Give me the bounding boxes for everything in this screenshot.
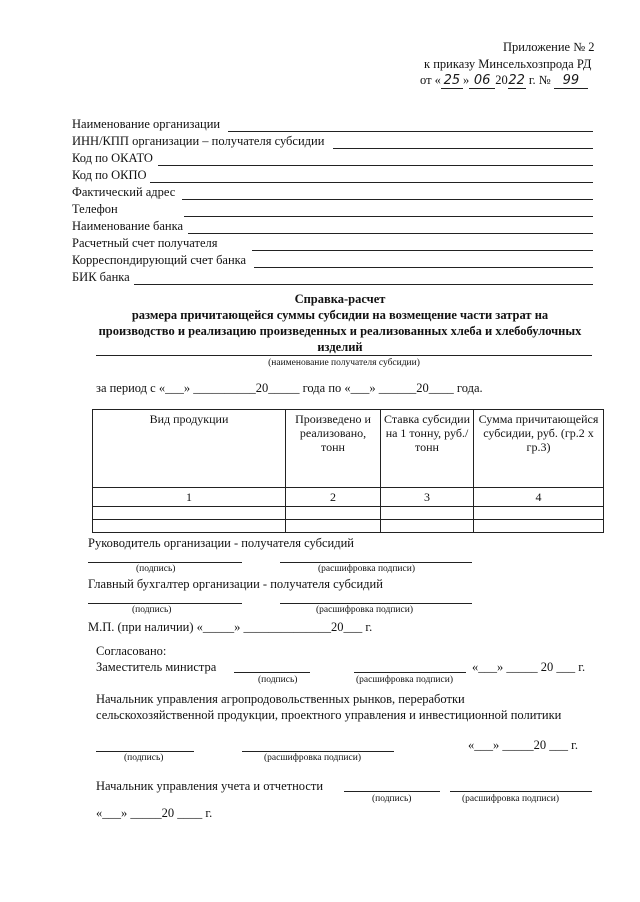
annex-date-line — [420, 73, 588, 89]
org-field-address: Фактический адрес — [72, 185, 176, 199]
recipient-line — [96, 355, 592, 356]
dept-sign-line — [96, 751, 194, 752]
org-field-account-line — [252, 250, 593, 251]
accounting-head-label: Начальник управления учета и отчетности — [96, 779, 324, 793]
org-field-name: Наименование организации — [72, 117, 221, 131]
period-line: за период с «___» __________20_____ года по «___» ______20____ года. — [96, 381, 483, 395]
org-field-account: Расчетный счет получателя — [72, 236, 218, 250]
handwritten-year: 22 — [508, 73, 525, 88]
doc-title-line4: изделий — [317, 340, 363, 354]
org-field-corr-account: Корреспондирующий счет банка — [72, 253, 247, 267]
date-mid: » — [462, 73, 470, 87]
org-field-phone: Телефон — [72, 202, 118, 216]
col-header-produced: Произведено и реализовано, тонн — [286, 410, 381, 488]
org-field-corr-account-line — [254, 267, 593, 268]
accounting-decode-caption: (расшифровка подписи) — [462, 794, 559, 804]
org-field-bik: БИК банка — [72, 270, 130, 284]
stamp-date-line: М.П. (при наличии) «_____» ______________20___ г. — [88, 620, 373, 634]
accounting-decode-line — [450, 791, 592, 792]
table-cell — [93, 520, 286, 533]
table-cell — [286, 507, 381, 520]
table-cell — [286, 520, 381, 533]
accountant-decode-line — [280, 603, 472, 604]
annex-order: к приказу Минсельхозпрода РД — [424, 57, 592, 71]
col-number: 3 — [381, 488, 474, 507]
col-number: 4 — [474, 488, 604, 507]
dept-head-line2: сельскохозяйственной продукции, проектного управления и инвестиционной политики — [96, 708, 562, 722]
table-row — [93, 520, 604, 533]
org-field-okpo-line — [150, 182, 593, 183]
org-field-bank: Наименование банка — [72, 219, 184, 233]
doc-title-line3: производство и реализацию произведенных и реализованных хлеба и хлебобулочных — [98, 324, 582, 338]
head-signature-label: Руководитель организации - получателя субсидий — [88, 536, 354, 550]
annex-title: Приложение № 2 — [503, 40, 595, 54]
chief-accountant-label: Главный бухгалтер организации - получателя субсидий — [88, 577, 383, 591]
deputy-minister-label: Заместитель министра — [96, 660, 217, 674]
col-header-sum: Сумма причитающейся субсидии, руб. (гр.2 х гр.3) — [474, 410, 604, 488]
head-sign-caption: (подпись) — [136, 564, 176, 574]
recipient-caption: (наименование получателя субсидии) — [268, 358, 420, 368]
org-field-inn-line — [333, 148, 593, 149]
accounting-sign-caption: (подпись) — [372, 794, 412, 804]
accountant-sign-line — [88, 603, 242, 604]
org-field-okato: Код по ОКАТО — [72, 151, 153, 165]
doc-title-line2: размера причитающейся суммы субсидии на возмещение части затрат на — [131, 308, 549, 322]
org-field-phone-line — [184, 216, 593, 217]
table-row — [93, 507, 604, 520]
dept-date-line: «___» _____20 ___ г. — [468, 738, 578, 752]
table-cell — [381, 507, 474, 520]
org-field-bik-line — [134, 284, 593, 285]
order-number-label: г. № — [528, 73, 551, 87]
table-cell — [474, 507, 604, 520]
doc-title-line1: Справка-расчет — [294, 292, 386, 306]
dept-decode-caption: (расшифровка подписи) — [264, 753, 361, 763]
handwritten-number: 99 — [554, 73, 588, 89]
agreed-label: Согласовано: — [96, 644, 167, 658]
col-header-product: Вид продукции — [93, 410, 286, 488]
col-number: 1 — [93, 488, 286, 507]
table-cell — [93, 507, 286, 520]
head-sign-line — [88, 562, 242, 563]
subsidy-table — [92, 409, 604, 533]
dept-sign-caption: (подпись) — [124, 753, 164, 763]
col-number: 2 — [286, 488, 381, 507]
head-decode-line — [280, 562, 472, 563]
col-header-rate: Ставка субсидии на 1 тонну, руб./тонн — [381, 410, 474, 488]
deputy-sign-line — [234, 672, 310, 673]
table-header-row — [93, 410, 604, 488]
org-field-name-line — [228, 131, 593, 132]
dept-head-line1: Начальник управления агропродовольственных рынков, переработки — [96, 692, 465, 706]
org-field-bank-line — [188, 233, 593, 234]
date-prefix: от « — [420, 73, 441, 87]
org-field-inn: ИНН/КПП организации – получателя субсидии — [72, 134, 325, 148]
head-decode-caption: (расшифровка подписи) — [318, 564, 415, 574]
deputy-date-line: «___» _____ 20 ___ г. — [472, 660, 586, 674]
handwritten-day: 25 — [441, 73, 463, 89]
org-field-okpo: Код по ОКПО — [72, 168, 147, 182]
dept-decode-line — [242, 751, 394, 752]
deputy-decode-caption: (расшифровка подписи) — [356, 675, 453, 685]
accountant-sign-caption: (подпись) — [132, 605, 172, 615]
accounting-sign-line — [344, 791, 440, 792]
table-cell — [474, 520, 604, 533]
org-field-address-line — [182, 199, 593, 200]
table-number-row — [93, 488, 604, 507]
org-field-okato-line — [158, 165, 593, 166]
accountant-decode-caption: (расшифровка подписи) — [316, 605, 413, 615]
deputy-decode-line — [354, 672, 466, 673]
deputy-sign-caption: (подпись) — [258, 675, 298, 685]
handwritten-month: 06 — [469, 73, 495, 89]
accounting-date-line: «___» _____20 ____ г. — [96, 806, 213, 820]
year-prefix: 20 — [495, 73, 508, 87]
table-cell — [381, 520, 474, 533]
